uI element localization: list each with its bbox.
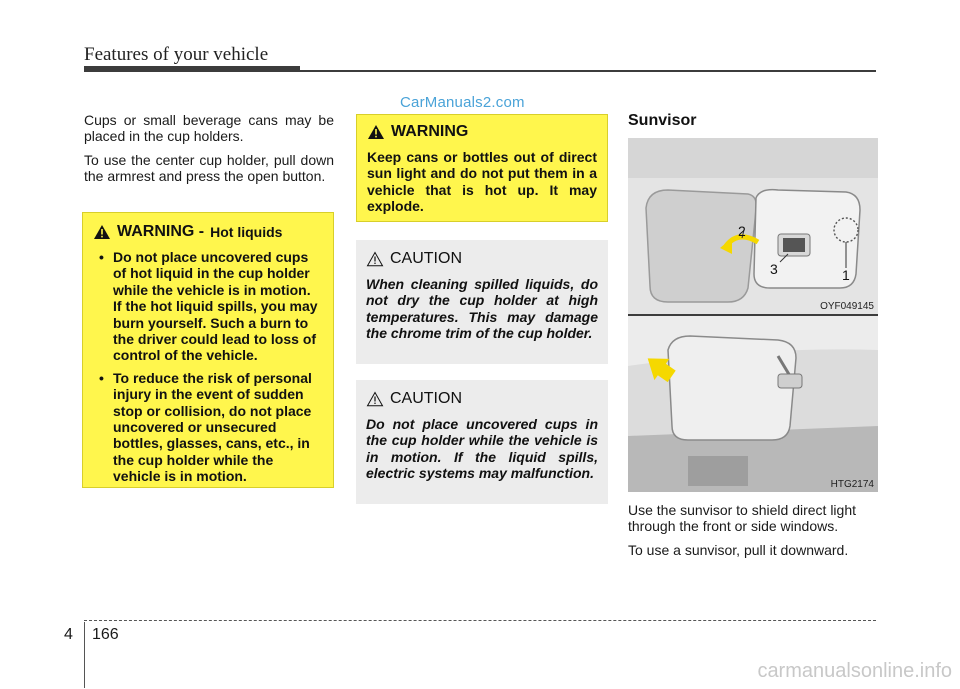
watermark-link[interactable]: CarManuals2.com	[400, 94, 525, 111]
sunvisor-instructions	[628, 502, 880, 566]
sunvisor-photo-mirror	[628, 138, 878, 314]
watermark-bottom: carmanualsonline.info	[757, 660, 952, 682]
warning-hot-liquids-box	[82, 212, 334, 488]
caution-cleaning-box	[356, 240, 608, 364]
sunvisor-photo-side	[628, 316, 878, 492]
warning-triangle-icon	[93, 224, 111, 240]
warning-triangle-icon	[367, 124, 385, 140]
cup-holder-intro	[84, 112, 334, 192]
caution-heading	[366, 390, 598, 408]
caution-heading	[366, 250, 598, 268]
page-header-title: Features of your vehicle	[84, 44, 269, 65]
warning-label: WARNING -	[117, 223, 205, 240]
caution-label: CAUTION	[390, 250, 462, 267]
warning-sunlight-box	[356, 114, 608, 222]
paragraph: To use the center cup holder, pull down the armrest and press the open button.	[84, 152, 334, 184]
section-number: 4	[64, 626, 73, 643]
caution-triangle-icon	[366, 391, 384, 407]
caution-text: When cleaning spilled liquids, do not dry the cup holder at high temperatures. This may damage the chrome trim of the cup holder.	[366, 276, 598, 342]
footer-dashed-rule	[84, 620, 876, 621]
warning-text: Keep cans or bottles out of direct sun light and do not put them in a vehicle that is hot up. It may explode.	[367, 149, 597, 215]
photo-code: HTG2174	[830, 479, 874, 490]
warning-list	[93, 249, 323, 485]
caution-label: CAUTION	[390, 390, 462, 407]
warning-heading	[367, 123, 597, 141]
warning-label: WARNING	[391, 123, 469, 140]
page-number: 166	[92, 626, 119, 643]
caution-text: Do not place uncovered cups in the cup holder while the vehicle is in motion. If the liquid spills, electric systems may malfunction.	[366, 416, 598, 482]
paragraph: Use the sunvisor to shield direct light through the front or side windows.	[628, 502, 856, 534]
callout-2: 2	[738, 223, 746, 239]
list-item: • Do not place uncovered cups of hot liquid in the cup holder while the vehicle is in motion. If the hot liquid spills, you may burn yourself. Such a burn to the driver could lead to loss of control of the vehicle.	[93, 249, 323, 364]
callout-1: 1	[842, 267, 850, 283]
warning-sublabel: Hot liquids	[210, 224, 283, 240]
paragraph: To use a sunvisor, pull it downward.	[628, 542, 849, 558]
callout-3: 3	[770, 261, 778, 277]
list-item: • To reduce the risk of personal injury in the event of sudden stop or collision, do not place uncovered or unsecured bottles, glasses, cans, etc., in the cup holder while the vehicle is in motion.	[93, 370, 323, 485]
warning-heading	[93, 223, 323, 241]
sunvisor-heading: Sunvisor	[628, 112, 697, 129]
caution-spill-box	[356, 380, 608, 504]
paragraph: Cups or small beverage cans may be placed in the cup holders.	[84, 112, 334, 144]
header-rule-thin	[300, 70, 876, 72]
photo-code: OYF049145	[820, 301, 874, 312]
footer-vertical-rule	[84, 622, 85, 688]
header-rule-thick	[84, 66, 300, 72]
caution-triangle-icon	[366, 251, 384, 267]
